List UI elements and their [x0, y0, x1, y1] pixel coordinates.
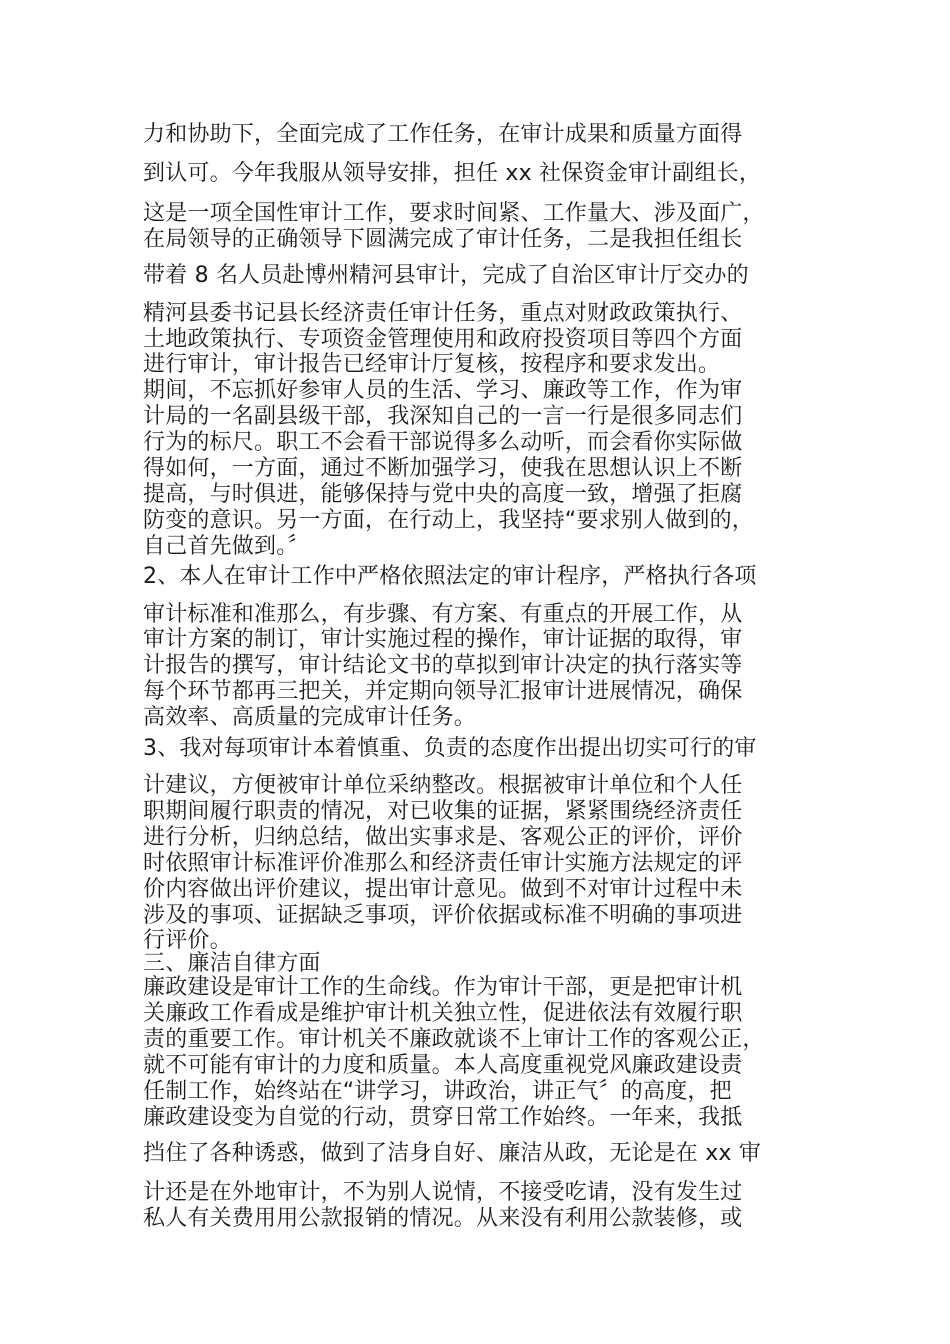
text-line: 带着 8 名人员赴博州精河县审计，完成了自治区审计厅交办的	[143, 263, 749, 288]
numbered-paragraph-3: 3、我对每项审计本着慎重、负责的态度作出提出切实可行的审	[143, 736, 757, 761]
text-line: 在局领导的正确领导下圆满完成了审计任务，二是我担任组长	[143, 227, 743, 252]
numbered-paragraph-2: 2、本人在审计工作中严格依照法定的审计程序，严格执行各项	[143, 564, 757, 589]
text-line: 自己首先做到。〞	[143, 534, 310, 559]
text-line: 廉政建设是审计工作的生命线。作为审计干部，更是把审计机	[143, 975, 743, 1000]
text-line: 土地政策执行、专项资金管理使用和政府投资项目等四个方面	[143, 327, 743, 352]
text-line: 职期间履行职责的情况，对已收集的证据，紧紧围绕经济责任	[143, 799, 743, 824]
text-line: 时依照审计标准评价准那么和经济责任审计实施方法规定的评	[143, 851, 743, 876]
text-line: 计局的一名副县级干部，我深知自己的一言一行是很多同志们	[143, 404, 743, 429]
text-line: 计还是在外地审计，不为别人说情，不接受吃请，没有发生过	[143, 1180, 743, 1205]
text-line: 防变的意识。另一方面，在行动上，我坚持“要求别人做到的，	[143, 508, 754, 533]
text-line: 审计标准和准那么，有步骤、有方案、有重点的开展工作，从	[143, 602, 743, 627]
text-line: 任制工作，始终站在“讲学习，讲政治，讲正气〞的高度，把	[143, 1079, 732, 1104]
text-line: 力和协助下，全面完成了工作任务，在审计成果和质量方面得	[143, 122, 743, 147]
text-line: 提高，与时俱进，能够保持与党中央的高度一致，增强了拒腐	[143, 482, 743, 507]
text-line: 精河县委书记县长经济责任审计任务，重点对财政政策执行、	[143, 301, 743, 326]
text-line: 得如何，一方面，通过不断加强学习，使我在思想认识上不断	[143, 456, 743, 481]
text-line: 行为的标尺。职工不会看干部说得多么动听，而会看你实际做	[143, 430, 743, 455]
text-line: 挡住了各种诱惑，做到了洁身自好、廉洁从政，无论是在 xx 审	[143, 1141, 762, 1166]
text-line: 审计方案的制订，审计实施过程的操作，审计证据的取得，审	[143, 627, 743, 652]
text-line: 每个环节都再三把关，并定期向领导汇报审计进展情况，确保	[143, 679, 743, 704]
text-line: 私人有关费用用公款报销的情况。从来没有利用公款装修，或	[143, 1206, 743, 1231]
text-line: 高效率、高质量的完成审计任务。	[143, 705, 477, 730]
text-line: 廉政建设变为自觉的行动，贯穿日常工作始终。一年来，我抵	[143, 1105, 743, 1130]
text-line: 责的重要工作。审计机关不廉政就谈不上审计工作的客观公正，	[143, 1027, 765, 1052]
text-line: 价内容做出评价建议，提出审计意见。做到不对审计过程中未	[143, 877, 743, 902]
text-line: 进行分析，归纳总结，做出实事求是、客观公正的评价，评价	[143, 825, 743, 850]
text-line: 这是一项全国性审计工作，要求时间紧、工作量大、涉及面广，	[143, 201, 765, 226]
text-line: 计建议，方便被审计单位采纳整改。根据被审计单位和个人任	[143, 773, 743, 798]
text-line: 计报告的撰写，审计结论文书的草拟到审计决定的执行落实等	[143, 653, 743, 678]
text-line: 关廉政工作看成是维护审计机关独立性，促进依法有效履行职	[143, 1001, 743, 1026]
text-line: 就不可能有审计的力度和质量。本人高度重视党风廉政建设责	[143, 1053, 743, 1078]
text-line: 涉及的事项、证据缺乏事项，评价依据或标准不明确的事项进	[143, 903, 743, 928]
text-line: 进行审计，审计报告已经审计厅复核，按程序和要求发出。	[143, 352, 721, 377]
text-line: 到认可。今年我服从领导安排，担任 xx 社保资金审计副组长，	[143, 161, 762, 186]
text-line: 行评价。	[143, 928, 232, 953]
text-line: 期间，不忘抓好参审人员的生活、学习、廉政等工作，作为审	[143, 378, 743, 403]
section-heading: 三、廉洁自律方面	[143, 951, 321, 976]
